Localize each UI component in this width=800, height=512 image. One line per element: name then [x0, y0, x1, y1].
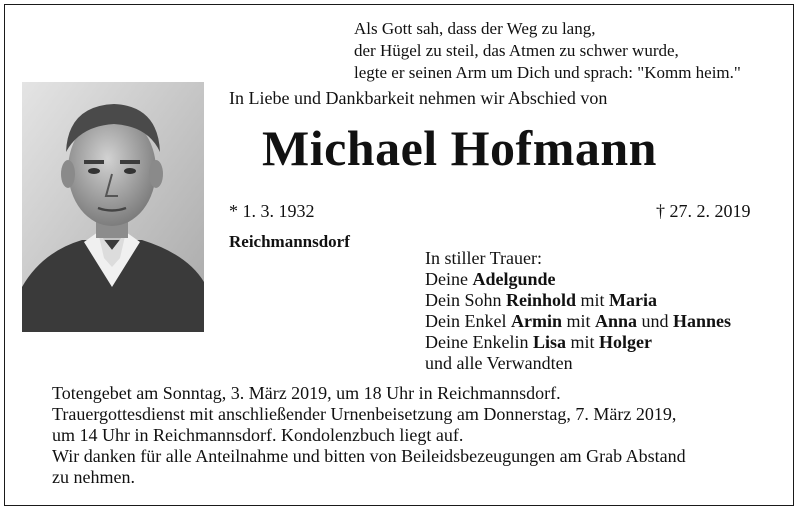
- mourner-line: Dein Sohn Reinhold mit Maria: [425, 290, 658, 310]
- mourner-name: Maria: [609, 290, 658, 310]
- death-date: † 27. 2. 2019: [656, 201, 751, 221]
- birth-date: * 1. 3. 1932: [229, 201, 315, 221]
- portrait-photo: [22, 82, 204, 332]
- mourner-line: und alle Verwandten: [425, 353, 573, 373]
- mourner-name: Adelgunde: [472, 269, 556, 289]
- portrait-photo-graphic: [22, 82, 204, 332]
- mourner-line: Dein Enkel Armin mit Anna und Hannes: [425, 311, 732, 331]
- deceased-name: Michael Hofmann: [262, 120, 657, 176]
- service-line: Wir danken für alle Anteilnahme und bitten von Beileidsbezeugungen am Grab Abstand: [52, 446, 686, 466]
- service-line: zu nehmen.: [52, 467, 135, 487]
- service-line: Totengebet am Sonntag, 3. März 2019, um 18 Uhr in Reichmannsdorf.: [52, 383, 561, 403]
- mourner-name: Hannes: [673, 311, 732, 331]
- poem: [354, 18, 784, 84]
- mourner-name: Reinhold: [506, 290, 577, 310]
- mourner-line: Deine Adelgunde: [425, 269, 556, 289]
- hometown: Reichmannsdorf: [229, 232, 350, 251]
- mourner-name: Holger: [599, 332, 652, 352]
- poem-line: der Hügel zu steil, das Atmen zu schwer wurde,: [354, 41, 679, 60]
- poem-line: legte er seinen Arm um Dich und sprach: "Komm heim.": [354, 63, 741, 82]
- service-info: [52, 383, 782, 488]
- mourner-name: Anna: [595, 311, 638, 331]
- mourners-heading: In stiller Trauer:: [425, 248, 542, 268]
- service-line: Trauergottesdienst mit anschließender Urnenbeisetzung am Donnerstag, 7. März 2019,: [52, 404, 677, 424]
- mourners-list: [425, 248, 731, 374]
- poem-line: Als Gott sah, dass der Weg zu lang,: [354, 19, 596, 38]
- service-line: um 14 Uhr in Reichmannsdorf. Kondolenzbuch liegt auf.: [52, 425, 464, 445]
- mourner-name: Lisa: [532, 332, 566, 352]
- mourner-name: Armin: [510, 311, 562, 331]
- mourner-line: Deine Enkelin Lisa mit Holger: [425, 332, 652, 352]
- farewell-intro: In Liebe und Dankbarkeit nehmen wir Abschied von: [229, 88, 608, 108]
